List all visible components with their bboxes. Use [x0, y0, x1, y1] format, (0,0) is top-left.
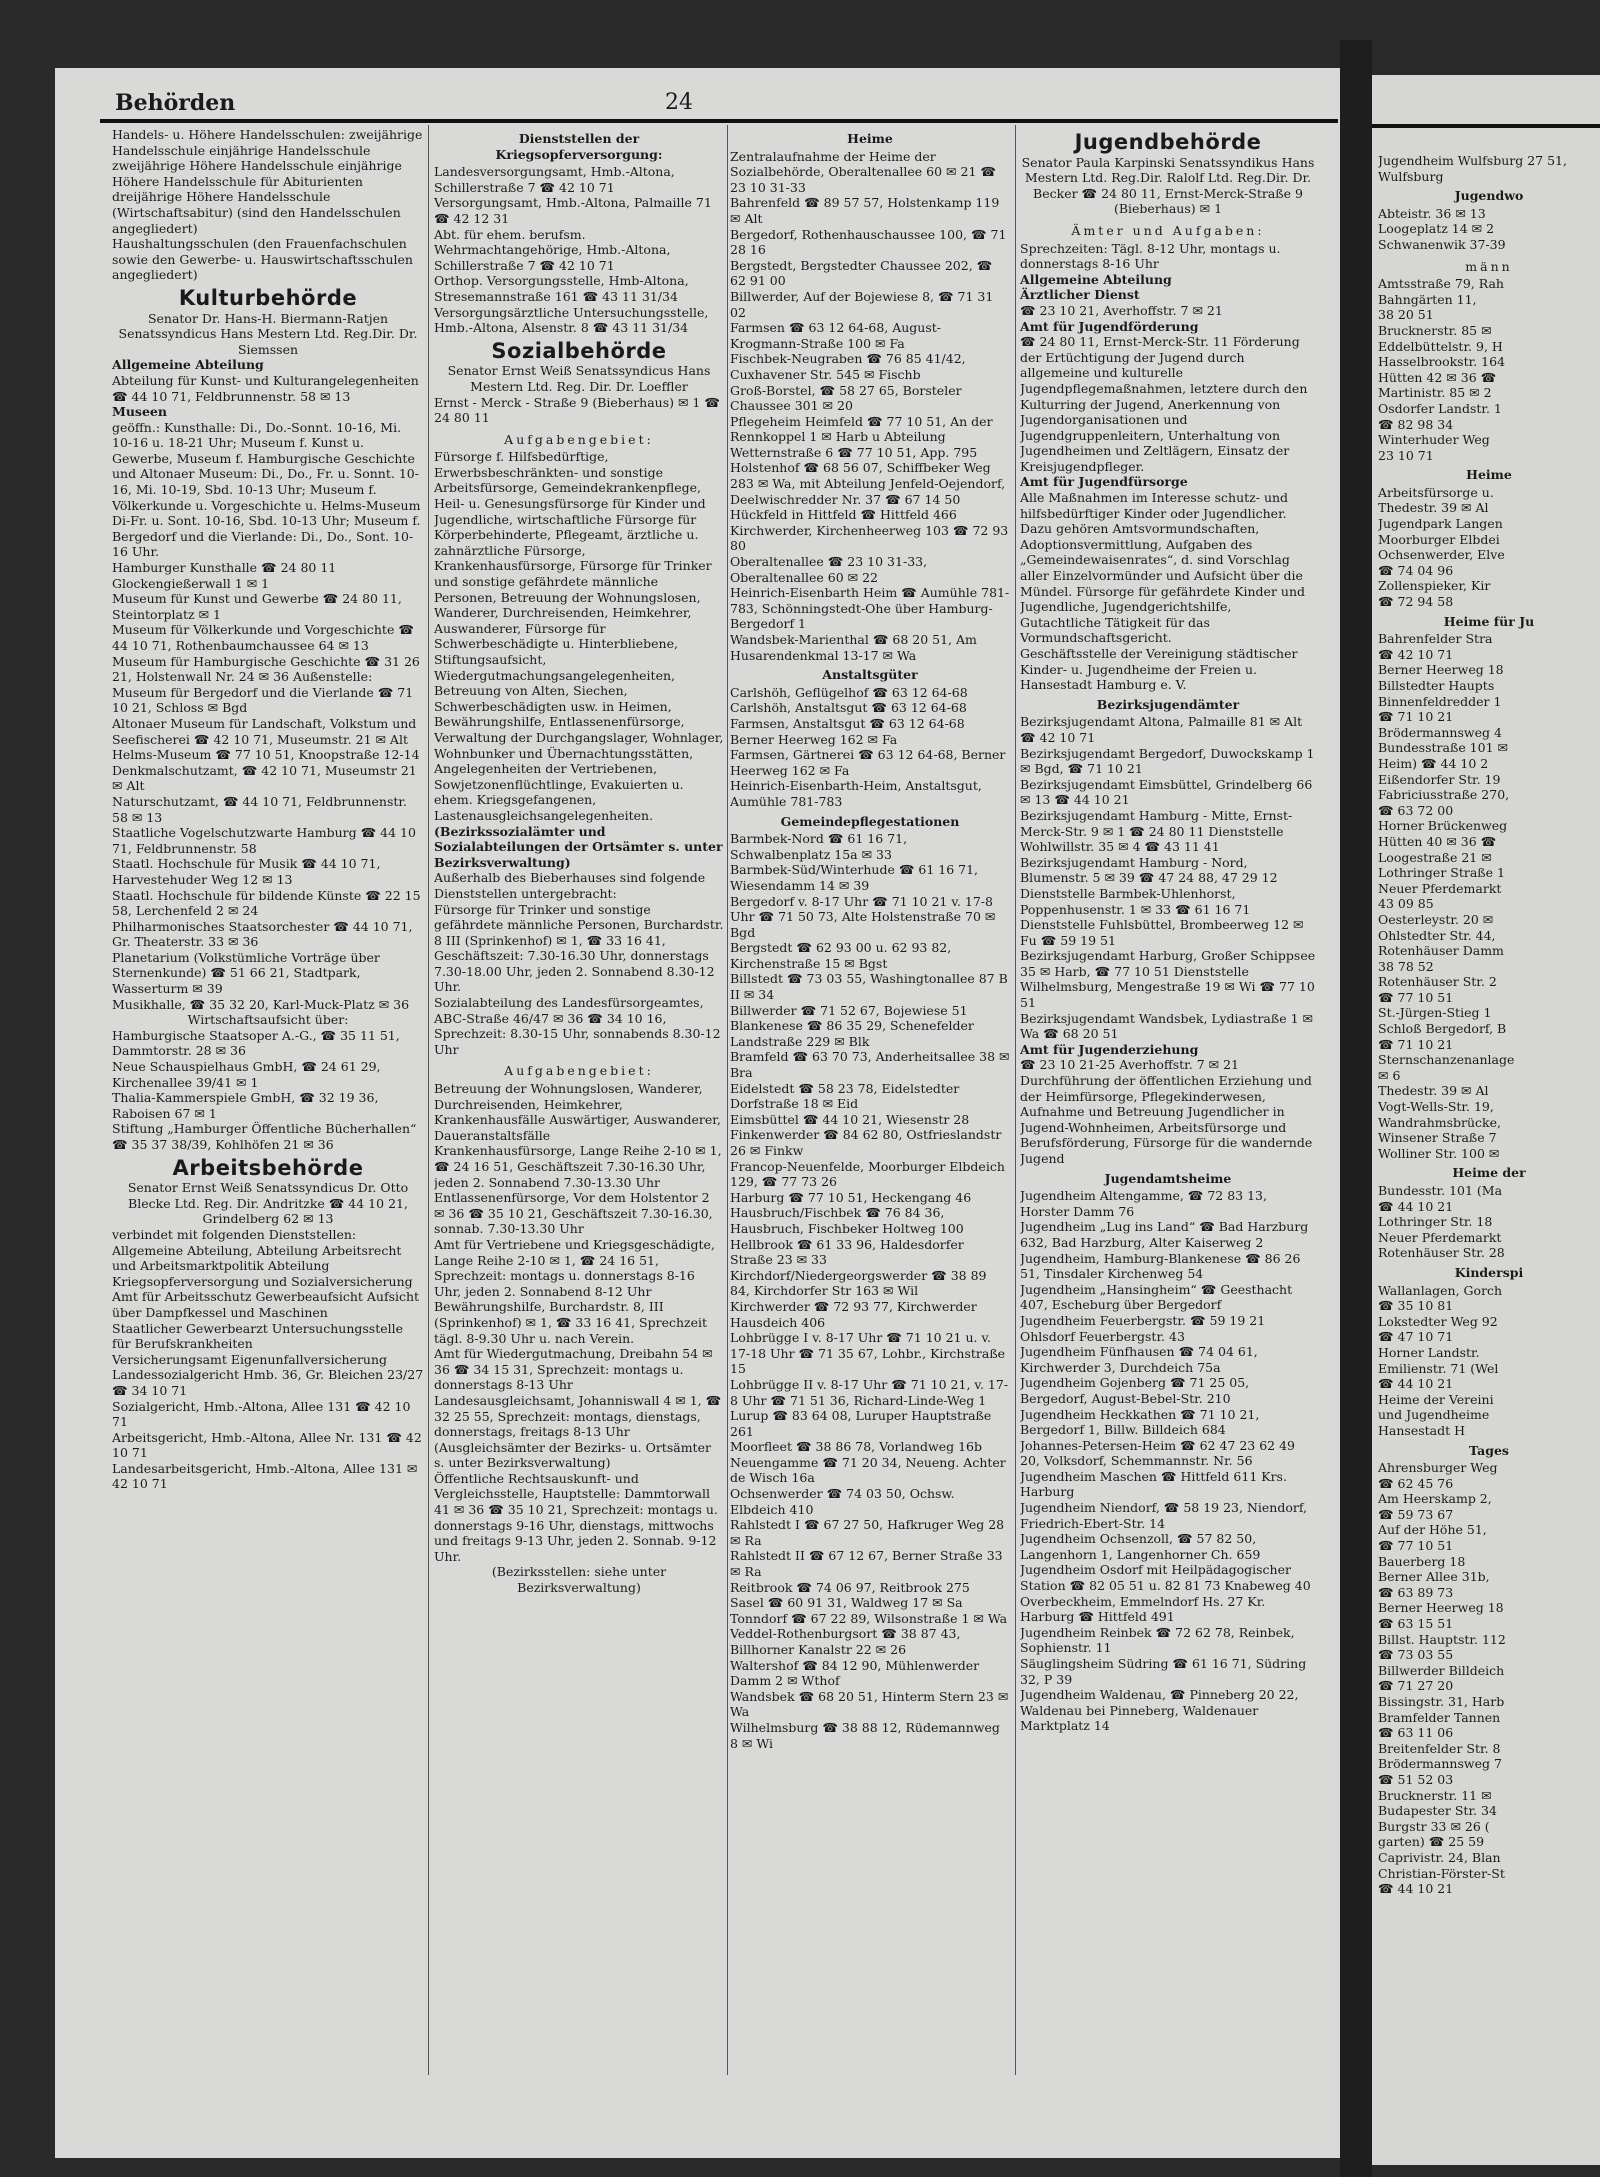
directory-entry: Eidelstedt ☎ 58 23 78, Eidelstedter Dorfstraße 18 ✉ Eid [730, 1080, 960, 1112]
directory-entry: Thedestr. 39 ✉ Al [1378, 1083, 1489, 1099]
directory-entry: ☎ 63 15 51 [1378, 1616, 1454, 1632]
directory-entry: Blankenese ☎ 86 35 29, Schenefelder Landstraße 229 ✉ Blk [730, 1018, 974, 1049]
column-divider [1015, 125, 1016, 2075]
directory-entry: Jugendheim „Lug ins Land“ ☎ Bad Harzburg 632, Bad Harzburg, Alter Kaiserweg 2 [1020, 1219, 1309, 1250]
directory-entry: Burgstr 33 ✉ 26 ( [1378, 1818, 1490, 1834]
directory-entry: Berner Heerweg 18 [1378, 1600, 1504, 1616]
directory-entry: Arbeitsgericht, Hmb.-Altona, Allee Nr. 131 ☎ 42 10 71 [112, 1429, 422, 1461]
directory-entry: Bergedorf v. 8-17 Uhr ☎ 71 10 21 v. 17-8 Uhr ☎ 71 50 73, Alte Holstenstraße 70 ✉ Bgd [730, 893, 996, 940]
directory-entry: Bewährungshilfe, Burchardstr. 8, III (Sprinkenhof) ✉ 1, ☎ 33 16 41, Sprechzeit tägl. 8-9.30 Uhr u. nach Verein. [434, 1299, 708, 1346]
directory-entry: Farmsen, Gärtnerei ☎ 63 12 64-68, Berner Heerweg 162 ✉ Fa [730, 747, 1006, 778]
directory-entry: ☎ 72 94 58 [1378, 594, 1454, 610]
directory-entry: und Jugendheime [1378, 1407, 1490, 1423]
directory-entry: Landesausgleichsamt, Johanniswall 4 ✉ 1, ☎ 32 25 55, Sprechzeit: montags, dienstags, donnerstags, freitags 8-13 Uhr [434, 1392, 722, 1440]
directory-entry: Billst. Hauptstr. 112 [1378, 1631, 1506, 1647]
directory-entry: Landessozialgericht Hmb. 36, Gr. Bleichen 23/27 ☎ 34 10 71 [112, 1367, 424, 1398]
directory-entry: Fürsorge für Trinker und sonstige gefährdete männliche Personen, Burchardstr. 8 III (Sprinkenhof) ✉ 1, ☎ 33 16 41, Geschäftszeit: 7.30-16.30 Uhr, donnerstags 7.30-18.00 Uhr, jeden 2. Sonnabend 8.30-12 Uhr. [434, 901, 724, 995]
directory-entry: Öffentliche Rechtsauskunft- und Vergleichsstelle, Hauptstelle: Dammtorwall 41 ✉ 36 ☎ 35 10 21, Sprechzeit: montags u. donnerstags 9-16 Uhr, dienstags, mittwochs und freitags 9-13 Uhr, jeden 2. Sonnab. 9-12 Uhr. [434, 1470, 718, 1564]
directory-entry: Sozialgericht, Hmb.-Altona, Allee 131 ☎ 42 10 71 [112, 1398, 411, 1430]
directory-entry: Caprivistr. 24, Blan [1378, 1849, 1501, 1865]
directory-entry: Amt für Wiedergutmachung, Dreibahn 54 ✉ 36 ☎ 34 15 31, Sprechzeit: montags u. donnerstags 8-13 Uhr [434, 1346, 713, 1393]
directory-entry: Betreuung der Wohnungslosen, Wanderer, Durchreisenden, Heimkehrer, Krankenhausfälle Auswärtiger, Auswanderer, Daueranstaltsfälle [434, 1081, 721, 1143]
directory-entry: Jugendheim Waldenau, ☎ Pinneberg 20 22, Waldenau bei Pinneberg, Waldenauer Marktplatz 14 [1020, 1687, 1299, 1734]
directory-entry: Ochsenwerder, Elve [1378, 547, 1505, 563]
directory-entry: ☎ 44 10 21 [1378, 1376, 1454, 1392]
directory-entry: Museum für Hamburgische Geschichte ☎ 31 26 21, Holstenwall Nr. 24 ✉ 36 Außenstelle: Museum für Bergedorf und die Vierlande ☎ 71 10 21, Schloss ✉ Bgd [112, 653, 420, 716]
directory-entry: ☎ 77 10 51 [1378, 1538, 1454, 1554]
directory-entry: Oberaltenallee ☎ 23 10 31-33, Oberaltenallee 60 ✉ 22 [730, 554, 928, 585]
directory-entry: Helms-Museum ☎ 77 10 51, Knoopstraße 12-14 [112, 747, 420, 763]
directory-entry: (Bezirkssozialämter und Sozialabteilungen der Ortsämter s. unter Bezirksverwaltung) [434, 823, 723, 870]
directory-entry: Lurup ☎ 83 64 08, Luruper Hauptstraße 261 [730, 1408, 992, 1439]
directory-entry: Staatl. Hochschule für bildende Künste ☎ 22 15 58, Lerchenfeld 2 ✉ 24 [112, 887, 421, 919]
directory-entry: Thedestr. 39 ✉ Al [1378, 500, 1489, 516]
directory-entry: Lohbrügge II v. 8-17 Uhr ☎ 71 10 21, v. 17-8 Uhr ☎ 71 51 36, Richard-Linde-Weg 1 [730, 1376, 1009, 1408]
subheading: Tages [1469, 1442, 1509, 1458]
directory-entry: Horner Landstr. [1378, 1344, 1480, 1360]
subheading: Heime [847, 131, 893, 146]
directory-entry: Billwerder Billdeich [1378, 1662, 1505, 1678]
directory-entry: Brödermannsweg 4 [1378, 724, 1502, 740]
directory-entry: Harburg ☎ 77 10 51, Heckengang 46 [730, 1189, 972, 1205]
directory-entry: Carlshöh, Geflügelhof ☎ 63 12 64-68 [730, 684, 968, 700]
directory-entry: Naturschutzamt, ☎ 44 10 71, Feldbrunnenstr. 58 ✉ 13 [112, 793, 407, 825]
directory-entry: Barmbek-Nord ☎ 61 16 71, Schwalbenplatz 15a ✉ 33 [730, 831, 908, 862]
directory-entry: ☎ 42 10 71 [1378, 646, 1454, 662]
directory-entry: ☎ 73 03 55 [1378, 1647, 1454, 1663]
directory-entry: Christian-Förster-St [1378, 1865, 1505, 1881]
directory-entry: Staatl. Hochschule für Musik ☎ 44 10 71, Harvestehuder Weg 12 ✉ 13 [112, 856, 381, 887]
directory-entry: Fürsorge f. Hilfsbedürftige, Erwerbsbeschränkten- und sonstige Arbeitsfürsorge, Gemeindekrankenpflege, Heil- u. Genesungsfürsorge für Kinder und Jugendliche, wirtschaftliche Fürsorge für Körperbehinderte, Pflegeamt, ärztliche u. zahnärztliche Fürsorge, Krankenhausfürsorge, Fürsorge für Trinker und sonstige gefährdete männliche Personen, Betreuung der Wohnungslosen, Wanderer, Durchreisenden, Heimkehrer, Auswanderer, Fürsorge für Schwerbeschädigte u. Hinterbliebene, Stiftungsaufsicht, Wiedergutmachungsangelegenheiten, Betreuung von Alten, Siechen, Schwerbeschädigten usw. in Heimen, Bewährungshilfe, Entlassenenfürsorge, Verwaltung der Durchgangslager, Wohnlager, Wohnbunker und Übernachtungsstätten, Angelegenheiten der Vertriebenen, Sowjetzonenflüchtlinge, Evakuierten u. ehem. Kriegsgefangenen, Lastenausgleichsangelegenheiten. [434, 449, 724, 823]
directory-entry: Allgemeine Abteilung [1020, 271, 1172, 287]
directory-entry: Reitbrook ☎ 74 06 97, Reitbrook 275 [730, 1579, 970, 1595]
directory-entry: Versorgungsamt, Hmb.-Altona, Palmaille 71 ☎ 42 12 31 [434, 195, 712, 226]
subheading: Dienststellen der Kriegsopferversorgung: [495, 131, 663, 162]
directory-entry: Jugendheim Heckkathen ☎ 71 10 21, Bergedorf 1, Billw. Billdeich 684 [1020, 1406, 1260, 1438]
directory-entry: Groß-Borstel, ☎ 58 27 65, Borsteler Chaussee 301 ✉ 20 [730, 382, 962, 414]
directory-entry: Schloß Bergedorf, B [1378, 1021, 1507, 1037]
directory-entry: ☎ 71 27 20 [1378, 1678, 1454, 1694]
directory-entry: Lothringer Straße 1 [1378, 865, 1505, 881]
directory-entry: Bezirksjugendamt Bergedorf, Duwockskamp 1 ✉ Bgd, ☎ 71 10 21 [1020, 745, 1315, 777]
directory-entry: Ohlstedter Str. 44, [1378, 927, 1496, 943]
directory-entry: ☎ 47 10 71 [1378, 1329, 1454, 1345]
directory-entry: Wandsbek-Marienthal ☎ 68 20 51, Am Husarendenkmal 13-17 ✉ Wa [730, 632, 977, 663]
directory-entry: Billstedter Haupts [1378, 678, 1495, 693]
directory-entry: Hütten 42 ✉ 36 ☎ [1378, 369, 1497, 385]
directory-entry: Alle Maßnahmen im Interesse schutz- und hilfsbedürftiger Kinder oder Jugendlicher. Dazu gehören Amtsvormundschaften, Adoptionsvermittlung, Aufgaben des „Gemeindewaisenrates“, d. sind Vorschlag aller Einzelvormünder und Aufsicht über die Mündel. Fürsorge für gefährdete Kinder und Jugendliche, Jugendgerichtshilfe, Gutachtliche Tätigkeit für das Vormundschaftsgericht. [1020, 490, 1305, 646]
directory-entry: ☎ 63 89 73 [1378, 1584, 1454, 1600]
directory-entry: Museum für Völkerkunde und Vorgeschichte ☎ 44 10 71, Rothenbaumchaussee 64 ✉ 13 [112, 622, 414, 653]
directory-entry: Eddelbüttelstr. 9, H [1378, 338, 1503, 354]
directory-entry: Sprechzeiten: Tägl. 8-12 Uhr, montags u. donnerstags 8-16 Uhr [1020, 240, 1281, 272]
directory-entry: verbindet mit folgenden Dienststellen: [112, 1226, 357, 1242]
directory-entry: Francop-Neuenfelde, Moorburger Elbdeich 129, ☎ 77 73 26 [730, 1158, 1005, 1190]
directory-entry: Neue Schauspielhaus GmbH, ☎ 24 61 29, Kirchenallee 39/41 ✉ 1 [112, 1059, 381, 1090]
directory-entry: Sasel ☎ 60 91 31, Waldweg 17 ✉ Sa [730, 1595, 963, 1611]
directory-entry: Eimsbüttel ☎ 44 10 21, Wiesenstr 28 [730, 1111, 970, 1127]
directory-entry: Auf der Höhe 51, [1378, 1522, 1487, 1538]
directory-entry: Johannes-Petersen-Heim ☎ 62 47 23 62 49 20, Volksdorf, Schemmannstr. Nr. 56 [1020, 1437, 1295, 1469]
directory-entry: Amt für Vertriebene und Kriegsgeschädigte, Lange Reihe 2-10 ✉ 1, ☎ 24 16 51, Sprechzeit: montags u. donnerstags 8-16 Uhr, jeden 2. Sonnabend 8-12 Uhr [434, 1236, 715, 1299]
directory-entry: Budapester Str. 34 [1378, 1803, 1497, 1819]
directory-entry: Amt für Jugenderziehung [1020, 1041, 1199, 1057]
directory-entry: Hamburgische Staatsoper A.-G., ☎ 35 11 51, Dammtorstr. 28 ✉ 36 [112, 1027, 400, 1059]
directory-entry: Bramfelder Tannen [1378, 1709, 1501, 1725]
directory-entry: Bergstedt, Bergstedter Chaussee 202, ☎ 62 91 00 [730, 257, 993, 289]
directory-entry: Wandsbek ☎ 68 20 51, Hinterm Stern 23 ✉ Wa [730, 1688, 1009, 1720]
directory-entry: Eißendorfer Str. 19 [1378, 771, 1501, 787]
directory-entry: Amtsstraße 79, Rah [1378, 276, 1504, 292]
page-gutter [1340, 40, 1372, 2177]
directory-entry: Jugendheim, Hamburg-Blankenese ☎ 86 26 51, Tinsdaler Kirchenweg 54 [1020, 1250, 1301, 1282]
directory-entry: Tonndorf ☎ 67 22 89, Wilsonstraße 1 ✉ Wa [730, 1610, 1008, 1626]
directory-entry: Oesterleystr. 20 ✉ [1378, 911, 1494, 927]
directory-entry: ☎ 44 10 21 [1378, 1198, 1454, 1214]
directory-entry: 38 20 51 [1378, 307, 1434, 323]
directory-entry: Allgemeine Abteilung [112, 357, 264, 373]
directory-entry: Vogt-Wells-Str. 19, [1378, 1099, 1494, 1115]
subheading: Heime für Ju [1443, 613, 1535, 629]
directory-entry: Stiftung „Hamburger Öffentliche Bücherhallen“ ☎ 35 37 38/39, Kohlhöfen 21 ✉ 36 [112, 1121, 417, 1152]
directory-entry: 38 78 52 [1378, 958, 1434, 974]
column-divider [428, 125, 429, 2075]
directory-entry: Museen [112, 404, 167, 420]
directory-entry: Am Heerskamp 2, [1378, 1491, 1492, 1507]
directory-entry: Versorgungsärztliche Untersuchungsstelle, Hmb.-Altona, Alsenstr. 8 ☎ 43 11 31/34 [434, 304, 709, 336]
directory-entry: geöffn.: Kunsthalle: Di., Do.-Sonnt. 10-16, Mi. 10-16 u. 18-21 Uhr; Museum f. Kunst u. Gewerbe, Museum f. Hamburgische Geschichte und Altonaer Museum: Di., Do., Fr. u. Sonnt. 10-16, Mi. 10-19, Sbd. 10-13 Uhr; Museum f. Völkerkunde u. Vorgeschichte u. Helms-Museum Di-Fr. u. Sont. 10-16, Sbd. 10-13 Uhr; Museum f. Bergedorf und die Vierlande: Di., Do., Sont. 10-16 Uhr. [112, 419, 421, 560]
directory-entry: Amt für Jugendfürsorge [1020, 474, 1188, 490]
subheading: Aufgabengebiet: [504, 1063, 654, 1079]
directory-entry: Philharmonisches Staatsorchester ☎ 44 10 71, Gr. Theaterstr. 33 ✉ 36 [112, 918, 413, 950]
directory-entry: Bezirksjugendamt Wandsbek, Lydiastraße 1 ✉ Wa ☎ 68 20 51 [1020, 1010, 1313, 1042]
directory-entry: Senator Dr. Hans-H. Biermann-Ratjen Senatssyndicus Hans Mestern Ltd. Reg.Dir. Dr. Siemssen [118, 310, 418, 357]
section-heading: Kulturbehörde [178, 285, 358, 310]
directory-entry: Bahrenfelder Stra [1378, 631, 1493, 647]
column-2 [434, 127, 724, 2077]
directory-entry: Hellbrook ☎ 61 33 96, Haldesdorfer Straße 23 ✉ 33 [730, 1236, 964, 1268]
section-heading: Jugendbehörde [1074, 130, 1262, 154]
directory-entry: ☎ 63 11 06 [1378, 1725, 1454, 1741]
directory-entry: Breitenfelder Str. 8 [1378, 1740, 1501, 1756]
directory-entry: Säuglingsheim Südring ☎ 61 16 71, Südring 32, P 39 [1020, 1656, 1307, 1687]
directory-entry: Senator Ernst Weiß Senatssyndicus Dr. Otto Blecke Ltd. Reg. Dir. Andritzke ☎ 44 10 21, Grindelberg 62 ✉ 13 [127, 1180, 409, 1227]
directory-entry: Emilienstr. 71 (Wel [1378, 1360, 1499, 1376]
directory-entry: Museum für Kunst und Gewerbe ☎ 24 80 11, Steintorplatz ✉ 1 [112, 591, 402, 622]
directory-entry: Staatliche Vogelschutzwarte Hamburg ☎ 44 10 71, Feldbrunnenstr. 58 [112, 825, 416, 856]
directory-entry: ☎ 77 10 51 [1378, 989, 1454, 1005]
directory-entry: ☎ 24 80 11, Ernst-Merck-Str. 11 Förderung der Ertüchtigung der Jugend durch allgemeine und kulturelle Jugendpflegemaßnahmen, letztere durch den Kulturring der Jugend, Anerkennung von Jugendorganisationen und Jugendgruppenleitern, Unterhaltung von Jugendheimen und Zeltlägern, Einsatz der Kreisjugendpfleger. [1020, 334, 1308, 474]
directory-entry: Berner Heerweg 162 ✉ Fa [730, 731, 898, 747]
directory-entry: Binnenfeldredder 1 [1378, 693, 1502, 709]
directory-entry: ☎ 51 52 03 [1378, 1771, 1454, 1787]
directory-entry: Senator Ernst Weiß Senatssyndicus Hans Mestern Ltd. Reg. Dir. Dr. Loeffler [447, 363, 711, 394]
directory-entry: ☎ 35 10 81 [1378, 1298, 1454, 1314]
directory-entry: Billwerder, Auf der Bojewiese 8, ☎ 71 31 02 [730, 288, 994, 320]
directory-entry: Jugendpark Langen [1378, 516, 1503, 532]
directory-entry: ☎ 44 10 21 [1378, 1881, 1454, 1897]
directory-entry: Kirchdorf/Niedergeorgswerder ☎ 38 89 84, Kirchdorfer Str 163 ✉ Wil [730, 1267, 987, 1299]
directory-entry: Bezirksjugendamt Altona, Palmaille 81 ✉ Alt ☎ 42 10 71 [1020, 714, 1303, 745]
directory-entry: Bezirksjugendamt Eimsbüttel, Grindelberg 66 ✉ 13 ☎ 44 10 21 [1020, 776, 1313, 808]
directory-entry: St.-Jürgen-Stieg 1 [1378, 1005, 1492, 1021]
directory-entry: (Ausgleichsämter der Bezirks- u. Ortsämter s. unter Bezirksverwaltung) [434, 1439, 711, 1471]
directory-entry: Wirtschaftsaufsicht über: [187, 1012, 349, 1028]
directory-entry: Rotenhäuser Damm [1378, 943, 1504, 959]
directory-entry: Arbeitsfürsorge u. [1378, 484, 1494, 500]
directory-entry: Landesarbeitsgericht, Hmb.-Altona, Allee 131 ✉ 42 10 71 [112, 1460, 418, 1492]
directory-entry: Wolliner Str. 100 ✉ [1378, 1145, 1500, 1161]
directory-entry: Veddel-Rothenburgsort ☎ 38 87 43, Billhorner Kanalstr 22 ✉ 26 [730, 1626, 961, 1657]
directory-entry: Wallanlagen, Gorch [1378, 1282, 1503, 1298]
directory-entry: Krankenhausfürsorge, Lange Reihe 2-10 ✉ 1, ☎ 24 16 51, Geschäftszeit 7.30-16.30 Uhr, jeden 2. Sonnabend 7.30-13.30 Uhr [434, 1143, 722, 1190]
directory-entry: Neuengamme ☎ 71 20 34, Neueng. Achter de Wisch 16a [730, 1454, 1006, 1486]
directory-entry: Rahlstedt II ☎ 67 12 67, Berner Straße 33 ✉ Ra [730, 1548, 1003, 1580]
directory-entry: Martinistr. 85 ✉ 2 [1378, 385, 1492, 401]
directory-entry: Jugendheim Maschen ☎ Hittfeld 611 Krs. Harburg [1020, 1468, 1287, 1500]
directory-entry: Wandrahmsbrücke, [1378, 1114, 1501, 1130]
directory-entry: Zentralaufnahme der Heime der Sozialbehörde, Oberaltenallee 60 ✉ 21 ☎ 23 10 31-33 [730, 148, 996, 195]
directory-entry: Heim) ☎ 44 10 2 [1378, 755, 1489, 771]
directory-entry: Schwanenwik 37-39 [1378, 236, 1506, 252]
directory-entry: Ärztlicher Dienst [1020, 287, 1140, 303]
directory-entry: Jugendheim Gojenberg ☎ 71 25 05, Bergedorf, August-Bebel-Str. 210 [1020, 1375, 1250, 1406]
subheading: Jugendwo [1454, 188, 1524, 204]
directory-entry: Außerhalb des Bieberhauses sind folgende Dienststellen untergebracht: [434, 870, 706, 901]
directory-entry: Jugendheim Osdorf mit Heilpädagogischer Station ☎ 82 05 51 u. 82 81 73 Knabeweg 40 [1020, 1562, 1311, 1594]
directory-entry: Winsener Straße 7 [1378, 1130, 1497, 1146]
directory-entry: Farmsen, Anstaltsgut ☎ 63 12 64-68 [730, 715, 965, 731]
directory-entry: 23 10 71 [1378, 447, 1434, 463]
directory-entry: Bramfeld ☎ 63 70 73, Anderheitsallee 38 ✉ Bra [730, 1049, 1010, 1081]
directory-entry: Musikhalle, ☎ 35 32 20, Karl-Muck-Platz ✉ 36 [112, 996, 410, 1012]
directory-entry: Barmbek-Süd/Winterhude ☎ 61 16 71, Wiesendamm 14 ✉ 39 [730, 862, 978, 893]
directory-entry: Bahrenfeld ☎ 89 57 57, Holstenkamp 119 ✉ Alt [730, 195, 1000, 226]
directory-entry: Hausbruch/Fischbek ☎ 76 84 36, Hausbruch, Fischbeker Holtweg 100 [730, 1205, 964, 1236]
directory-entry: Pflegeheim Heimfeld ☎ 77 10 51, An der Rennkoppel 1 ✉ Harb u Abteilung Wetternstraße 6 ☎ 77 10 51, App. 795 [730, 413, 993, 460]
directory-entry: Loogeplatz 14 ✉ 2 [1378, 221, 1495, 237]
column-3 [730, 127, 1010, 2077]
directory-entry: ☎ 71 10 21 [1378, 1036, 1454, 1052]
directory-entry: Lothringer Str. 18 [1378, 1214, 1493, 1230]
directory-entry: Abteistr. 36 ✉ 13 [1378, 205, 1486, 221]
directory-entry: Brödermannsweg 7 [1378, 1756, 1502, 1772]
directory-entry: garten) ☎ 25 59 [1378, 1834, 1485, 1850]
directory-entry: Entlassenenfürsorge, Vor dem Holstentor 2 ✉ 36 ☎ 35 10 21, Geschäftszeit 7.30-16.30, sonnab. 7.30-13.30 Uhr [434, 1190, 713, 1237]
right-page-edge [1372, 75, 1600, 2165]
directory-entry: Carlshöh, Anstaltsgut ☎ 63 12 64-68 [730, 700, 967, 716]
directory-entry: Senator Paula Karpinski Senatssyndikus Hans Mestern Ltd. Reg.Dir. Ralolf Ltd. Reg.Dir. Dr. Becker ☎ 24 80 11, Ernst-Merck-Straße 9 (Bieberhaus) ✉ 1 [1021, 154, 1315, 217]
directory-entry: Bissingstr. 31, Harb [1378, 1694, 1505, 1709]
subheading: Heime der [1452, 1165, 1526, 1181]
subheading: Heime [1466, 467, 1512, 483]
directory-entry: Kirchwerder ☎ 72 93 77, Kirchwerder Hausdeich 406 [730, 1298, 977, 1330]
directory-entry: ✉ 6 [1378, 1067, 1401, 1083]
page-number: 24 [665, 90, 693, 115]
directory-entry: Moorfleet ☎ 38 86 78, Vorlandweg 16b [730, 1439, 982, 1455]
directory-entry: Jugendheim Niendorf, ☎ 58 19 23, Niendorf, Friedrich-Ebert-Str. 14 [1020, 1500, 1307, 1531]
directory-entry: Bauerberg 18 [1378, 1553, 1466, 1569]
directory-entry: Hamburger Kunsthalle ☎ 24 80 11 Glockengießerwall 1 ✉ 1 [112, 560, 337, 591]
subheading: Aufgabengebiet: [504, 431, 654, 447]
header-rule [100, 119, 1338, 123]
section-heading: Sozialbehörde [491, 338, 667, 363]
column-5 [1378, 153, 1600, 2103]
directory-entry: Horner Brückenweg [1378, 818, 1508, 834]
column-divider [727, 125, 728, 2075]
directory-entry: Hückfeld in Hittfeld ☎ Hittfeld 466 Kirchwerder, Kirchenheerweg 103 ☎ 72 93 80 [730, 507, 1009, 554]
directory-entry: Neuer Pferdemarkt [1378, 880, 1502, 896]
column-1 [112, 127, 424, 2077]
subheading: Jugendamtsheime [1104, 1170, 1232, 1186]
directory-entry: Osdorfer Landstr. 1 [1378, 400, 1502, 416]
subheading: Gemeindepflegestationen [780, 813, 960, 829]
directory-entry: Ernst - Merck - Straße 9 (Bieberhaus) ✉ 1 ☎ 24 80 11 [434, 394, 720, 426]
directory-entry: Heime der Vereini [1378, 1391, 1494, 1407]
directory-entry: 43 09 85 [1378, 896, 1434, 912]
directory-entry: Staatlicher Gewerbearzt Untersuchungsstelle für Berufskrankheiten [112, 1320, 404, 1352]
directory-entry: Moorburger Elbdei [1378, 531, 1500, 547]
directory-entry: Allgemeine Abteilung, Abteilung Arbeitsrecht und Arbeitsmarktpolitik Abteilung Kriegsopferversorgung und Sozialversicherung [112, 1242, 413, 1289]
directory-entry: Heinrich-Eisenbarth Heim ☎ Aumühle 781-783, Schönningstedt-Ohe über Hamburg-Bergedorf 1 [730, 585, 1010, 632]
directory-entry: Lokstedter Weg 92 [1378, 1313, 1498, 1329]
directory-entry: Ahrensburger Weg [1378, 1460, 1498, 1476]
directory-entry: Landesversorgungsamt, Hmb.-Altona, Schillerstraße 7 ☎ 42 10 71 [434, 164, 675, 195]
directory-entry: Bundesstr. 101 (Ma [1378, 1183, 1503, 1198]
directory-entry: Wilhelmsburg ☎ 38 88 12, Rüdemannweg 8 ✉ Wi [730, 1719, 1000, 1751]
directory-entry: Hasselbrookstr. 164 [1378, 354, 1506, 370]
directory-entry: Planetarium (Volkstümliche Vorträge über Sternenkunde) ☎ 51 66 21, Stadtpark, Wasserturm ✉ 39 [112, 949, 380, 997]
directory-entry: Fabriciusstraße 270, [1378, 787, 1510, 803]
directory-entry: Versicherungsamt Eigenunfallversicherung [112, 1351, 388, 1367]
directory-entry: Geschäftsstelle der Vereinigung städtischer Kinder- u. Jugendheime der Freien u. Hansestadt Hamburg e. V. [1020, 646, 1298, 693]
directory-entry: Rotenhäuser Str. 2 [1378, 974, 1497, 990]
directory-entry: Loogestraße 21 ✉ [1378, 849, 1492, 865]
directory-entry: Bundesstraße 101 ✉ [1378, 740, 1508, 756]
directory-entry: Lohbrügge I v. 8-17 Uhr ☎ 71 10 21 u. v. 17-18 Uhr ☎ 71 35 67, Lohbr., Kirchstraße 15 [730, 1330, 1006, 1377]
directory-entry: Rahlstedt I ☎ 67 27 50, Hafkruger Weg 28 ✉ Ra [730, 1517, 1005, 1548]
directory-entry: Jugendheim Wulfsburg 27 51, Wulfsburg [1378, 153, 1567, 184]
directory-entry: Bezirksjugendamt Harburg, Großer Schippsee 35 ✉ Harb, ☎ 77 10 51 Dienststelle Wilhelmsburg, Mengestraße 19 ✉ Wi ☎ 77 10 51 [1020, 948, 1316, 1011]
subheading: männ [1465, 258, 1513, 274]
directory-entry: Overbeckheim, Emmelndorf Hs. 27 Kr. Harburg ☎ Hittfeld 491 [1020, 1593, 1266, 1625]
directory-entry: Hütten 40 ✉ 36 ☎ [1378, 833, 1497, 849]
directory-entry: Jugendheim Reinbek ☎ 72 62 78, Reinbek, Sophienstr. 11 [1020, 1624, 1295, 1656]
directory-entry: Jugendheim Feuerbergstr. ☎ 59 19 21 Ohlsdorf Feuerbergstr. 43 [1020, 1312, 1266, 1344]
directory-entry: Zollenspieker, Kir [1378, 578, 1491, 594]
directory-entry: Hansestadt H [1378, 1422, 1466, 1438]
directory-entry: Billwerder ☎ 71 52 67, Bojewiese 51 [730, 1002, 968, 1018]
directory-entry: ☎ 63 72 00 [1378, 802, 1454, 818]
directory-entry: Amt für Jugendförderung [1020, 318, 1199, 334]
directory-entry: Handels- u. Höhere Handelsschulen: zweijährige Handelsschule einjährige Handelsschule zweijährige Höhere Handelsschule einjährige Höhere Handelsschule für Abiturienten dreijährige Höhere Handelsschule (Wirtschaftsabitur) (sind den Handelsschulen angegliedert) [112, 127, 423, 236]
directory-entry: ☎ 23 10 21, Averhoffstr. 7 ✉ 21 [1020, 302, 1223, 318]
directory-entry: Berner Allee 31b, [1378, 1569, 1490, 1585]
directory-entry: Holstenhof ☎ 68 56 07, Schiffbeker Weg 283 ✉ Wa, mit Abteilung Jenfeld-Oejendorf, Deelwischredder Nr. 37 ☎ 67 14 50 [730, 460, 1006, 507]
directory-entry: Abt. für ehem. berufsm. Wehrmachtangehörige, Hmb.-Altona, Schillerstraße 7 ☎ 42 10 71 [434, 226, 671, 273]
directory-entry: Waltershof ☎ 84 12 90, Mühlenwerder Damm 2 ✉ Wthof [730, 1657, 980, 1689]
directory-entry: ☎ 74 04 96 [1378, 562, 1454, 578]
directory-entry: Neuer Pferdemarkt [1378, 1229, 1502, 1245]
directory-entry: ☎ 82 98 34 [1378, 416, 1454, 432]
directory-entry: Ochsenwerder ☎ 74 03 50, Ochsw. Elbdeich 410 [730, 1486, 955, 1517]
subheading: Bezirksjugendämter [1096, 696, 1240, 712]
directory-entry: ☎ 62 45 76 [1378, 1475, 1454, 1491]
directory-entry: Bergedorf, Rothenhauschaussee 100, ☎ 71 28 16 [730, 226, 1007, 258]
directory-entry: Farmsen ☎ 63 12 64-68, August-Krogmann-Straße 100 ✉ Fa [730, 320, 942, 351]
directory-entry: Rotenhäuser Str. 28 [1378, 1245, 1505, 1261]
header-rule-right [1372, 124, 1600, 128]
directory-entry: Bezirksjugendamt Hamburg - Nord, Blumenstr. 5 ✉ 39 ☎ 47 24 88, 47 29 12 Dienststelle Barmbek-Uhlenhorst, Poppenhusenstr. 1 ✉ 33 ☎ 61 16 71 Dienststelle Fuhlsbüttel, Brombeerweg 12 ✉ Fu ☎ 59 19 51 [1020, 854, 1304, 948]
directory-entry: ☎ 59 73 67 [1378, 1506, 1454, 1522]
column-4 [1020, 127, 1316, 2077]
directory-entry: Jugendheim Fünfhausen ☎ 74 04 61, Kirchwerder 3, Durchdeich 75a [1020, 1344, 1258, 1375]
directory-entry: Thalia-Kammerspiele GmbH, ☎ 32 19 36, Raboisen 67 ✉ 1 [112, 1090, 379, 1121]
directory-entry: (Bezirksstellen: siehe unter Bezirksverwaltung) [491, 1564, 667, 1596]
directory-entry: Altonaer Museum für Landschaft, Volkstum und Seefischerei ☎ 42 10 71, Museumstr. 21 ✉ Alt [112, 715, 417, 747]
subheading: Kinderspi [1454, 1264, 1524, 1280]
section-heading: Arbeitsbehörde [172, 1155, 364, 1180]
directory-entry: Billstedt ☎ 73 03 55, Washingtonallee 87 B II ✉ 34 [730, 971, 1008, 1003]
directory-entry: Sozialabteilung des Landesfürsorgeamtes, ABC-Straße 46/47 ✉ 36 ☎ 34 10 16, Sprechzeit: 8.30-15 Uhr, sonnabends 8.30-12 Uhr [434, 995, 721, 1057]
directory-entry: Denkmalschutzamt, ☎ 42 10 71, Museumstr 21 ✉ Alt [112, 762, 417, 794]
directory-entry: Sternschanzenanlage [1378, 1052, 1515, 1068]
directory-entry: Jugendheim „Hansingheim“ ☎ Geesthacht 407, Escheburg über Bergedorf [1020, 1281, 1293, 1313]
directory-entry: Finkenwerder ☎ 84 62 80, Ostfrieslandstr 26 ✉ Finkw [730, 1127, 1002, 1158]
directory-entry: Amt für Arbeitsschutz Gewerbeaufsicht Aufsicht über Dampfkessel und Maschinen [112, 1289, 420, 1320]
directory-entry: Bergstedt ☎ 62 93 00 u. 62 93 82, Kirchenstraße 15 ✉ Bgst [730, 940, 952, 971]
directory-entry: Fischbek-Neugraben ☎ 76 85 41/42, Cuxhavener Str. 545 ✉ Fischb [730, 351, 966, 382]
directory-entry: Berner Heerweg 18 [1378, 662, 1504, 678]
directory-entry: Orthop. Versorgungsstelle, Hmb-Altona, Stresemannstraße 161 ☎ 43 11 31/34 [434, 273, 689, 304]
directory-entry: ☎ 23 10 21-25 Averhoffstr. 7 ✉ 21 Durchführung der öffentlichen Erziehung und der Heimfürsorge, Pflegekinderwesen, Aufnahme und Betreuung Jugendlicher in Jugend-Wohnheimen, Arbeitsfürsorge und Berufsförderung, Fürsorge für die wandernde Jugend [1020, 1057, 1313, 1166]
directory-entry: Haushaltungsschulen (den Frauenfachschulen sowie den Gewerbe- u. Hauswirtschaftsschulen angegliedert) [112, 236, 413, 283]
directory-entry: Abteilung für Kunst- und Kulturangelegenheiten ☎ 44 10 71, Feldbrunnenstr. 58 ✉ 13 [112, 372, 419, 404]
subheading: Anstaltsgüter [822, 667, 918, 683]
directory-entry: Heinrich-Eisenbarth-Heim, Anstaltsgut, Aumühle 781-783 [730, 778, 982, 809]
directory-entry: Brucknerstr. 85 ✉ [1378, 322, 1492, 338]
section-title: Behörden [115, 90, 236, 116]
directory-entry: Brucknerstr. 11 ✉ [1378, 1787, 1492, 1803]
subheading: Ämter und Aufgaben: [1071, 222, 1265, 238]
directory-entry: Winterhuder Weg [1378, 432, 1490, 448]
directory-entry: Jugendheim Ochsenzoll, ☎ 57 82 50, Langenhorn 1, Langenhorner Ch. 659 [1020, 1531, 1261, 1562]
directory-entry: Bezirksjugendamt Hamburg - Mitte, Ernst-Merck-Str. 9 ✉ 1 ☎ 24 80 11 Dienststelle Wohlwillstr. 35 ✉ 4 ☎ 43 11 41 [1020, 807, 1293, 855]
directory-entry: ☎ 71 10 21 [1378, 709, 1454, 725]
directory-entry: Bahngärten 11, [1378, 291, 1477, 307]
directory-entry: Jugendheim Altengamme, ☎ 72 83 13, Horster Damm 76 [1020, 1188, 1267, 1219]
